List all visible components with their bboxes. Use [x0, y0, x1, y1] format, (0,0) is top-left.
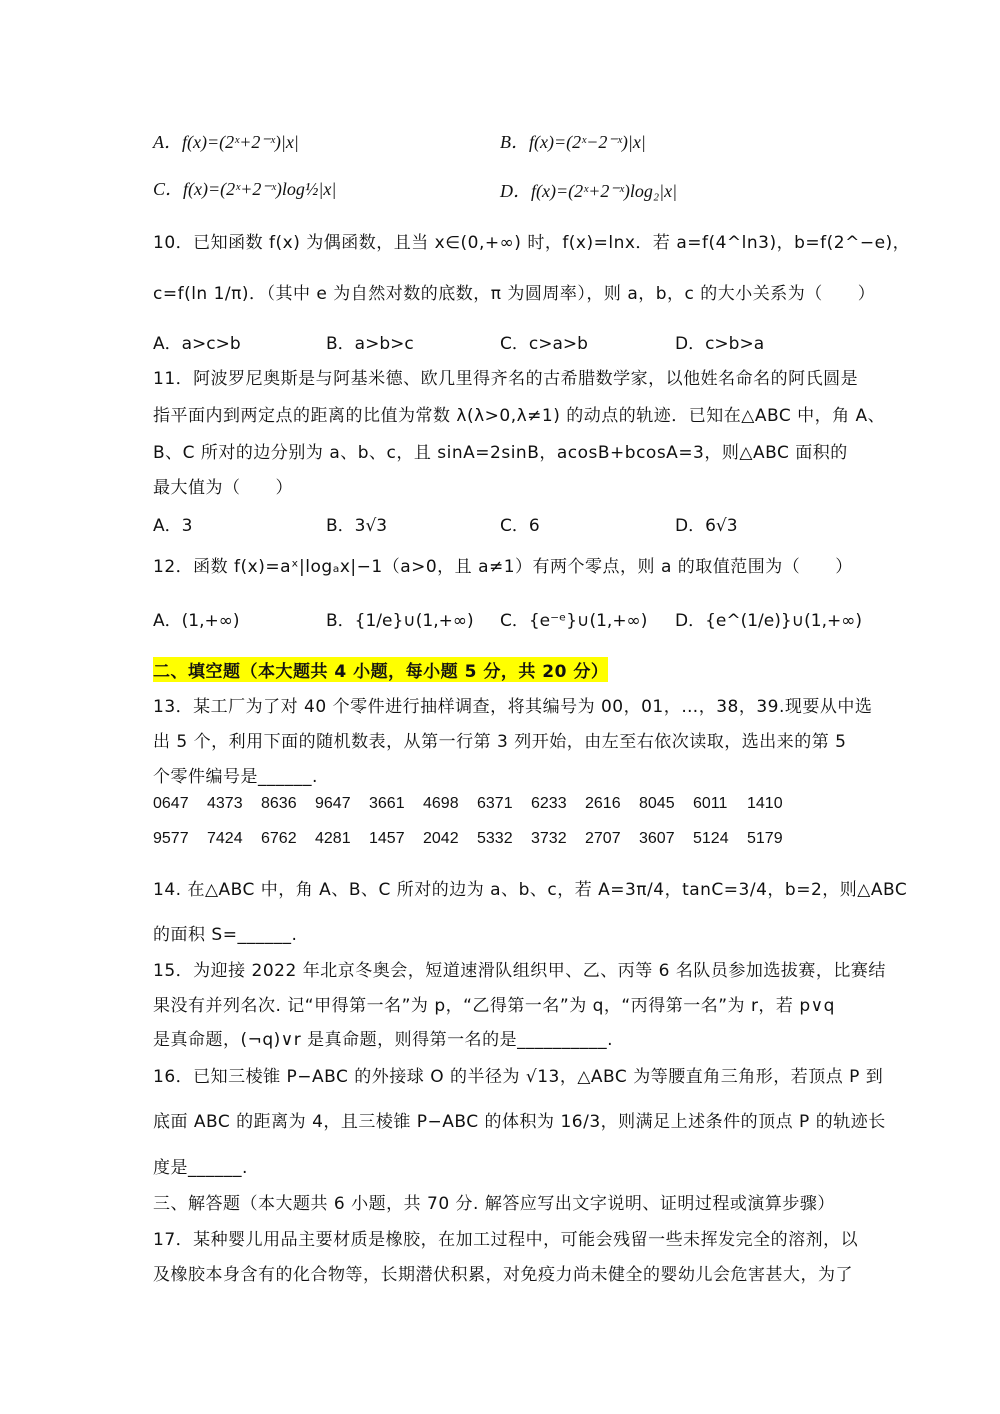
q16-line-1: 16．已知三棱锥 P−ABC 的外接球 O 的半径为 √13，△ABC 为等腰直角三角形，若顶点 P 到 — [153, 1067, 884, 1087]
q11-line-4: 最大值为（ ） — [153, 478, 293, 498]
random-table-cell: 4281 — [315, 830, 351, 847]
random-table-cell: 9577 — [153, 830, 189, 847]
q13-line-2: 出 5 个，利用下面的随机数表，从第一行第 3 列开始，由左至右依次读取，选出来的第 5 — [153, 732, 847, 752]
random-table-cell: 8045 — [639, 795, 675, 812]
random-table-cell: 3661 — [369, 795, 405, 812]
random-table-cell: 2707 — [585, 830, 621, 847]
q16-line-2: 底面 ABC 的距离为 4，且三棱锥 P−ABC 的体积为 16/3，则满足上述条件的顶点 P 的轨迹长 — [153, 1112, 886, 1132]
q10-option-a: A．a>c>b — [153, 334, 241, 354]
q14-line-2: 的面积 S=______. — [153, 925, 298, 945]
section-3-heading: 三、解答题（本大题共 6 小题，共 70 分. 解答应写出文字说明、证明过程或演算步骤） — [153, 1194, 835, 1214]
random-table-cell: 5332 — [477, 830, 513, 847]
q11-line-2: 指平面内到两定点的距离的比值为常数 λ(λ>0,λ≠1) 的动点的轨迹．已知在△ABC 中，角 A、 — [153, 406, 886, 426]
q12-line-1: 12．函数 f(x)=aˣ|logₐx|−1（a>0，且 a≠1）有两个零点，则 a 的取值范围为（ ） — [153, 557, 853, 577]
random-table-cell: 6233 — [531, 795, 567, 812]
random-table-cell: 5179 — [747, 830, 783, 847]
q10-option-d: D．c>b>a — [675, 334, 765, 354]
q11-option-d: D．6√3 — [675, 516, 738, 536]
random-table-cell: 6011 — [693, 795, 728, 812]
q11-option-c: C．6 — [500, 516, 540, 536]
random-table-cell: 9647 — [315, 795, 351, 812]
q11-option-a: A．3 — [153, 516, 193, 536]
q15-line-1: 15．为迎接 2022 年北京冬奥会，短道速滑队组织甲、乙、丙等 6 名队员参加选拔赛，比赛结 — [153, 961, 886, 981]
random-table-cell: 2616 — [585, 795, 621, 812]
q9-option-d-text: D．f(x)=(2ˣ+2⁻ˣ)log₂|x| — [500, 181, 678, 201]
random-table-cell: 1457 — [369, 830, 405, 847]
q9-option-a — [153, 128, 299, 154]
section-2-heading: 二、填空题（本大题共 4 小题，每小题 5 分，共 20 分） — [153, 657, 608, 682]
q9-option-b-text: B．f(x)=(2ˣ−2⁻ˣ)|x| — [500, 132, 646, 152]
q16-line-3: 度是______. — [153, 1158, 248, 1178]
random-table-cell: 3607 — [639, 830, 675, 847]
random-table-cell: 1410 — [747, 795, 783, 812]
random-table-cell: 8636 — [261, 795, 297, 812]
random-table-row-1 — [153, 795, 801, 813]
random-table-cell: 5124 — [693, 830, 729, 847]
random-table-cell: 7424 — [207, 830, 243, 847]
q12-option-d: D．{e^(1/e)}∪(1,+∞) — [675, 611, 863, 631]
random-table-cell: 2042 — [423, 830, 459, 847]
q12-option-a: A．(1,+∞) — [153, 611, 240, 631]
q11-line-3: B、C 所对的边分别为 a、b、c，且 sinA=2sinB，acosB+bcosA=3，则△ABC 面积的 — [153, 443, 848, 463]
random-table-row-2 — [153, 830, 801, 848]
q11-line-1: 11．阿波罗尼奥斯是与阿基米德、欧几里得齐名的古希腊数学家，以他姓名命名的阿氏圆是 — [153, 369, 859, 389]
q11-option-b: B．3√3 — [326, 516, 388, 536]
q14-line-1: 14. 在△ABC 中，角 A、B、C 所对的边为 a、b、c，若 A=3π/4，tanC=3/4，b=2，则△ABC — [153, 880, 908, 900]
random-table-cell: 4373 — [207, 795, 243, 812]
q12-option-b: B．{1/e}∪(1,+∞) — [326, 611, 474, 631]
random-table-cell: 6371 — [477, 795, 513, 812]
q9-option-a-text: A．f(x)=(2ˣ+2⁻ˣ)|x| — [153, 132, 299, 152]
q15-line-3: 是真命题，(¬q)∨r 是真命题，则得第一名的是__________. — [153, 1030, 614, 1050]
q9-option-c-text: C．f(x)=(2ˣ+2⁻ˣ)log½|x| — [153, 179, 337, 199]
random-table-cell: 4698 — [423, 795, 459, 812]
random-table-cell: 3732 — [531, 830, 567, 847]
q9-option-d — [500, 177, 677, 203]
q12-option-c: C．{e⁻ᵉ}∪(1,+∞) — [500, 611, 648, 631]
q13-line-3: 个零件编号是______. — [153, 767, 318, 787]
q10-line-2: c=f(ln 1/π)．（其中 e 为自然对数的底数，π 为圆周率），则 a，b，c 的大小关系为（ ） — [153, 284, 876, 304]
q10-option-b: B．a>b>c — [326, 334, 414, 354]
q17-line-1: 17．某种婴儿用品主要材质是橡胶，在加工过程中，可能会残留一些未挥发完全的溶剂，以 — [153, 1230, 859, 1250]
q13-line-1: 13．某工厂为了对 40 个零件进行抽样调查，将其编号为 00，01，…，38，39.现要从中选 — [153, 697, 873, 717]
q17-line-2: 及橡胶本身含有的化合物等，长期潜伏积累，对免疫力尚未健全的婴幼儿会危害甚大，为了 — [153, 1265, 853, 1285]
q10-line-1: 10．已知函数 f(x) 为偶函数，且当 x∈(0,+∞) 时，f(x)=lnx．若 a=f(4^ln3)，b=f(2^−e)， — [153, 233, 911, 253]
q15-line-2: 果没有并列名次. 记“甲得第一名”为 p，“乙得第一名”为 q，“丙得第一名”为 r，若 p∨q — [153, 996, 835, 1016]
q9-option-c — [153, 175, 336, 201]
random-table-cell: 0647 — [153, 795, 189, 812]
q9-option-b — [500, 128, 646, 154]
random-table-cell: 6762 — [261, 830, 297, 847]
q10-option-c: C．c>a>b — [500, 334, 588, 354]
